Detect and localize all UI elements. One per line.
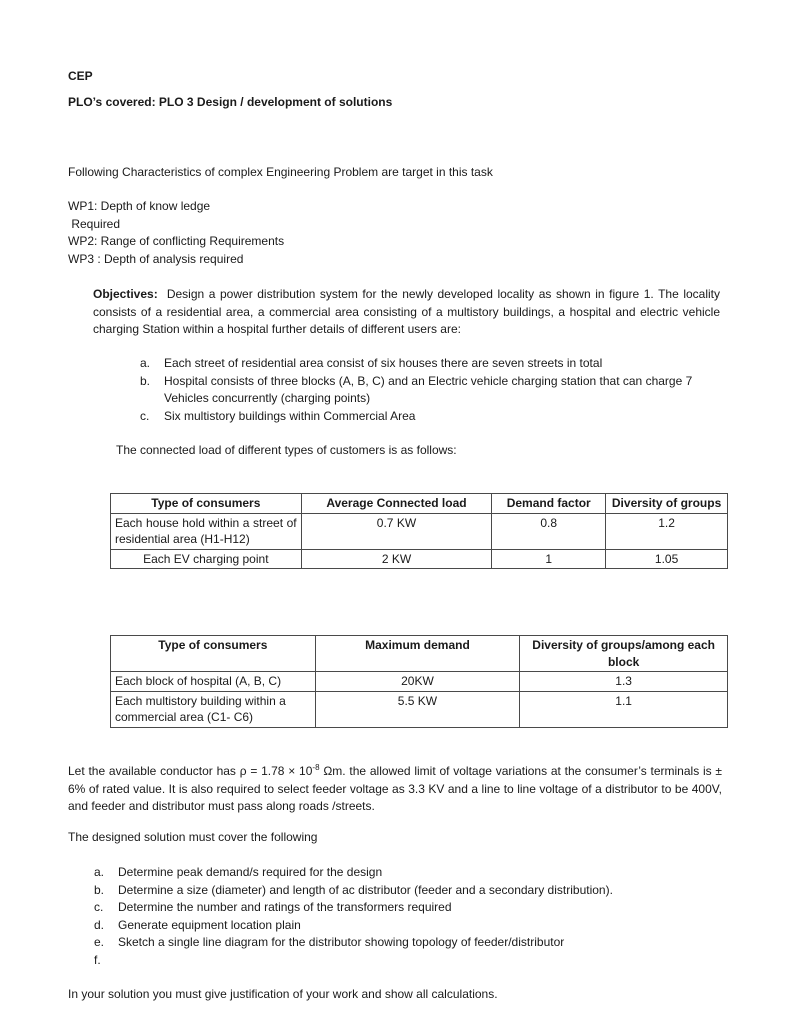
connected-load-intro: The connected load of different types of customers is as follows: (116, 443, 457, 457)
table-cell: Each EV charging point (111, 549, 302, 569)
list-marker: b. (94, 882, 105, 897)
cover-intro: The designed solution must cover the following (68, 830, 318, 844)
list-item (94, 917, 714, 935)
list-marker: e. (94, 935, 105, 949)
table-cell: 20KW (315, 672, 520, 692)
intro-text: Following Characteristics of complex Engineering Problem are target in this task (68, 165, 493, 179)
table-cell: 1.3 (520, 672, 728, 692)
list-marker: c. (140, 408, 150, 423)
list-text: Six multistory buildings within Commercial Area (164, 408, 416, 423)
list-item (94, 934, 714, 952)
list-item (140, 408, 723, 426)
wp-line: Required (68, 217, 121, 231)
objectives-text: Design a power distribution system for the newly developed locality as shown in figure 1. The locality consists of a residential area, a commercial area consisting of a multistory buildings, a hospital and electric vehicle charging Station within a hospital further details of different users are: (93, 287, 720, 336)
table-header-row (111, 494, 728, 514)
list-text: Each street of residential area consist of six houses there are seven streets in total (164, 356, 603, 370)
details-list (140, 355, 723, 425)
demand-table (110, 635, 728, 728)
list-marker: d. (94, 917, 105, 932)
conductor-text-pre: Let the available conductor has ρ = 1.78 × 10 (68, 764, 313, 778)
table-header-cell: Demand factor (492, 494, 606, 514)
tasks-list (94, 864, 714, 969)
table-header-cell: Diversity of groups/among each block (520, 636, 728, 672)
list-text: Determine peak demand/s required for the design (118, 865, 383, 879)
conductor-paragraph (68, 759, 722, 816)
table-header-row (111, 636, 728, 672)
list-text: Determine a size (diameter) and length of ac distributor (feeder and a secondary distribution). (118, 882, 613, 897)
table-header-cell: Diversity of groups (606, 494, 728, 514)
table-row (111, 549, 728, 569)
table-cell: Each house hold within a street of residential area (H1-H12) (111, 513, 302, 549)
doc-title: CEP (68, 69, 93, 83)
wp-line: WP1: Depth of know ledge (68, 199, 211, 213)
conductor-exponent: -8 (312, 763, 320, 772)
table-cell: 5.5 KW (315, 691, 520, 727)
table-cell: 1.1 (520, 691, 728, 727)
table-cell: 0.8 (492, 513, 606, 549)
list-text: Determine the number and ratings of the transformers required (118, 900, 452, 914)
table-cell: 1 (492, 549, 606, 569)
table-cell: 1.2 (606, 513, 728, 549)
wp-line: WP2: Range of conflicting Requirements (68, 234, 285, 248)
table-cell: 2 KW (301, 549, 492, 569)
list-marker: a. (94, 865, 105, 879)
load-table (110, 493, 728, 569)
table-header-cell: Average Connected load (301, 494, 492, 514)
list-item (140, 355, 723, 373)
list-item (94, 864, 714, 882)
list-text: Generate equipment location plain (118, 917, 301, 932)
list-marker: b. (140, 373, 151, 388)
table-cell: 0.7 KW (301, 513, 492, 549)
table-row (111, 672, 728, 692)
table-header-cell: Maximum demand (315, 636, 520, 672)
objectives-label: Objectives: (93, 287, 158, 301)
wp-line: WP3 : Depth of analysis required (68, 252, 244, 266)
list-text: Sketch a single line diagram for the distributor showing topology of feeder/distributor (118, 935, 565, 949)
table-row (111, 691, 728, 727)
closing-text: In your solution you must give justification of your work and show all calculations. (68, 987, 498, 1001)
table-cell: Each multistory building within a commercial area (C1- C6) (111, 691, 316, 727)
list-marker: a. (140, 356, 151, 370)
table-cell: 1.05 (606, 549, 728, 569)
list-marker: c. (94, 900, 104, 914)
table-cell: Each block of hospital (A, B, C) (111, 672, 316, 692)
list-item (140, 373, 723, 408)
table-header-cell: Type of consumers (111, 494, 302, 514)
plo-heading: PLO’s covered: PLO 3 Design / development of solutions (68, 95, 393, 109)
list-text: Hospital consists of three blocks (A, B, C) and an Electric vehicle charging station that can charge 7 Vehicles concurrently (charging points) (164, 373, 693, 405)
list-item (94, 952, 714, 970)
list-item (94, 882, 714, 900)
list-item (94, 899, 714, 917)
list-marker: f. (94, 952, 101, 967)
objectives-paragraph (93, 286, 720, 339)
conductor-text-post: Ωm. the allowed limit of voltage variations at the consumer’s terminals is ± 6% of rated value. It is also required to select feeder voltage as 3.3 KV and a line to line voltage of a distributor to be 400V, and feeder and distributor must pass along roads /streets. (68, 764, 723, 813)
table-header-cell: Type of consumers (111, 636, 316, 672)
table-row (111, 513, 728, 549)
